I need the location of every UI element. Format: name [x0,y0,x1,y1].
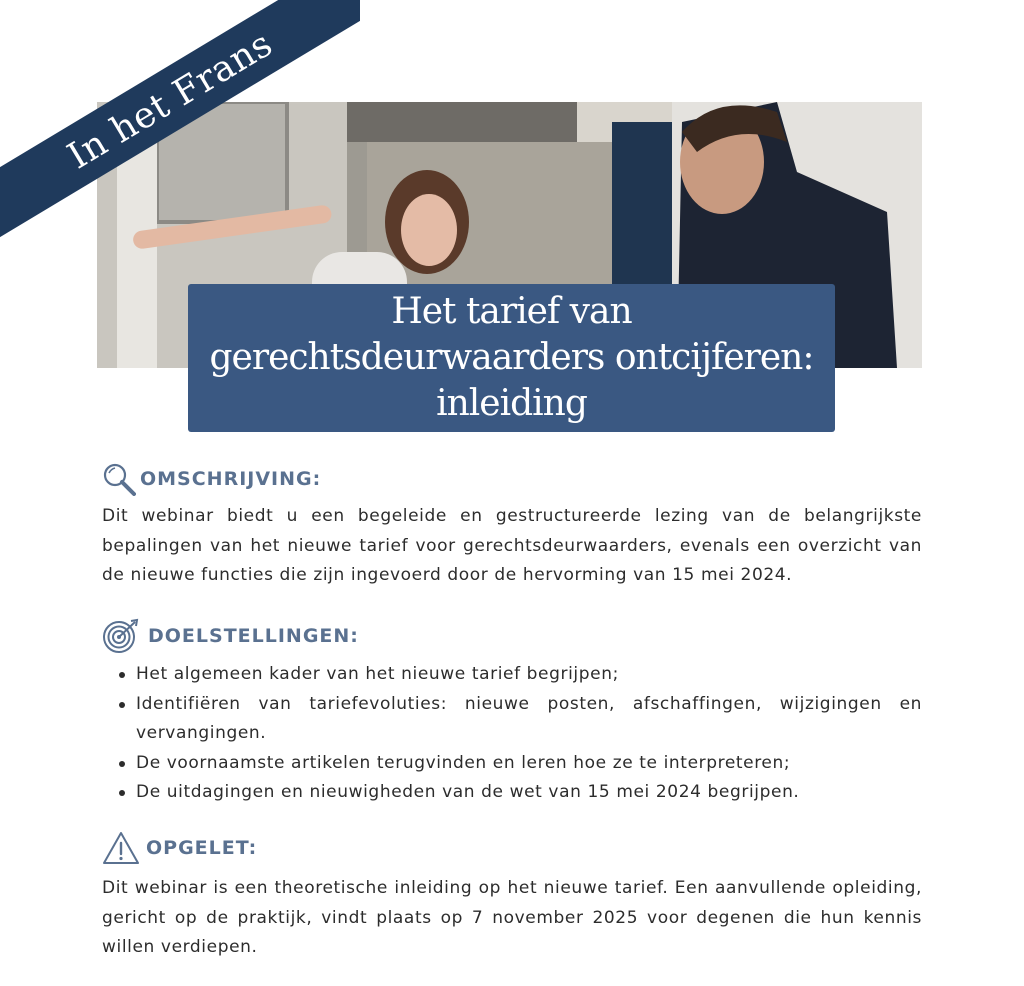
objectives-list [102,660,922,808]
language-ribbon: In het Frans [0,0,360,240]
list-item: De voornaamste artikelen terugvinden en leren hoe ze te interpreteren; [102,749,922,779]
page-title: Het tarief van gerechtsdeurwaarders ontcijferen: inleiding [209,291,814,424]
description-heading [102,462,321,496]
warning-heading-text: OPGELET: [146,837,258,859]
warning-text: Dit webinar is een theoretische inleiding op het nieuwe tarief. Een aanvullende opleiding, gericht op de praktijk, vindt plaats op 7 november 2025 voor degenen die hun kennis willen verdiepen. [102,878,922,957]
target-icon [102,618,140,654]
language-ribbon-wrap [0,0,360,240]
description-text: Dit webinar biedt u een begeleide en gestructureerde lezing van de belangrijkste bepalingen van het nieuwe tarief voor gerechtsdeurwaarders, evenals een overzicht van de nieuwe functies die zijn ingevoerd door de hervorming van 15 mei 2024. [102,506,922,585]
list-item: Identifiëren van tariefevoluties: nieuwe posten, afschaffingen, wijzigingen en vervangingen. [102,690,922,749]
objectives-heading [102,618,359,654]
list-item: Het algemeen kader van het nieuwe tarief begrijpen; [102,660,922,690]
warning-icon [102,830,140,866]
page-title-box [188,284,835,432]
list-item: De uitdagingen en nieuwigheden van de wet van 15 mei 2024 begrijpen. [102,778,922,808]
objectives-heading-text: DOELSTELLINGEN: [148,625,359,647]
description-heading-text: OMSCHRIJVING: [140,468,322,490]
magnifier-icon [102,462,136,496]
warning-heading [102,830,257,866]
